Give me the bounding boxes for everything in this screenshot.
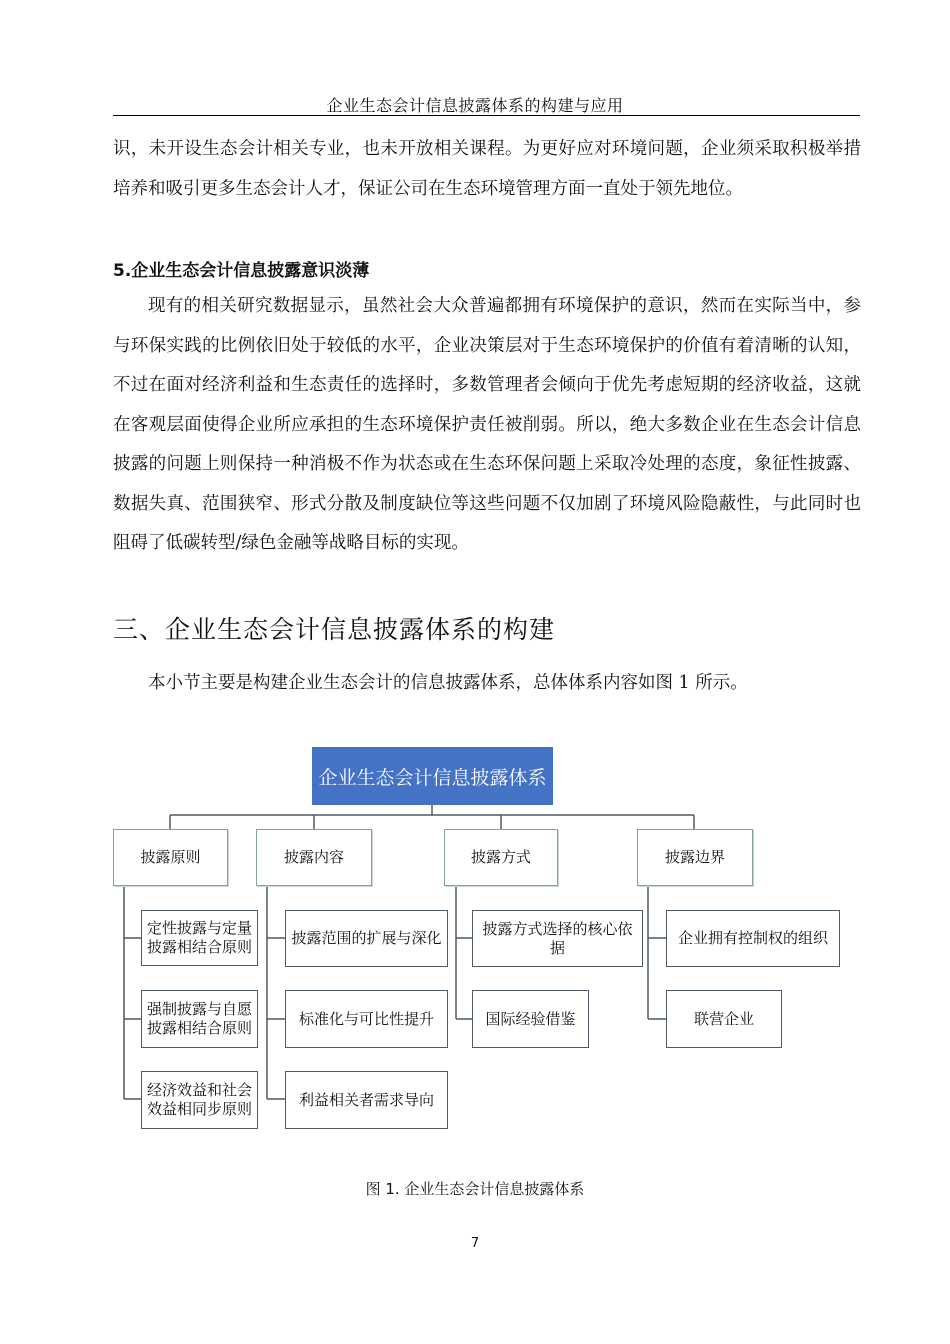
figure-caption: 图 1. 企业生态会计信息披露体系 bbox=[365, 1180, 585, 1198]
content-item: 利益相关者需求导向 bbox=[285, 1071, 448, 1129]
content-item: 标准化与可比性提升 bbox=[285, 990, 448, 1048]
principle-item: 定性披露与定量披露相结合原则 bbox=[141, 910, 258, 966]
principle-item: 经济效益和社会效益相同步原则 bbox=[141, 1071, 258, 1129]
principle-item: 强制披露与自愿披露相结合原则 bbox=[141, 990, 258, 1048]
diagram-root-node: 企业生态会计信息披露体系 bbox=[312, 747, 553, 805]
paragraph-3: 本小节主要是构建企业生态会计的信息披露体系，总体体系内容如图 1 所示。 bbox=[148, 673, 748, 693]
boundary-item: 企业拥有控制权的组织 bbox=[666, 910, 840, 967]
paragraph-2: 现有的相关研究数据显示，虽然社会大众普遍都拥有环境保护的意识，然而在实际当中，参与环保实践的比例依旧处于较低的水平，企业决策层对于生态环境保护的价值有着清晰的认知，不过在面对经济利益和生态责任的选择时，多数管理者会倾向于优先考虑短期的经济收益，这就在客观层面使得企业所应承担的生态环境保护责任被削弱。所以，绝大多数企业在生态会计信息披露的问题上则保持一种消极不作为状态或在生态环保问题上采取冷处理的态度，象征性披露、数据失真、范围狭窄、形式分散及制度缺位等这些问题不仅加剧了环境风险隐蔽性，与此同时也阻碍了低碳转型/绿色金融等战略目标的实现。 bbox=[113, 296, 861, 553]
category-method: 披露方式 bbox=[444, 829, 558, 886]
category-content: 披露内容 bbox=[256, 829, 372, 886]
content-item: 披露范围的扩展与深化 bbox=[285, 910, 448, 967]
page-number: 7 bbox=[470, 1236, 480, 1251]
method-item: 披露方式选择的核心依据 bbox=[472, 910, 643, 967]
paragraph-1: 识，未开设生态会计相关专业，也未开放相关课程。为更好应对环境问题，企业须采取积极举措培养和吸引更多生态会计人才，保证公司在生态环境管理方面一直处于领先地位。 bbox=[113, 139, 861, 199]
method-item: 国际经验借鉴 bbox=[472, 990, 589, 1048]
category-boundary: 披露边界 bbox=[637, 829, 753, 886]
boundary-item: 联营企业 bbox=[666, 990, 782, 1048]
section-title: 三、企业生态会计信息披露体系的构建 bbox=[113, 615, 556, 644]
category-principles: 披露原则 bbox=[113, 829, 228, 886]
subheading-5: 5.企业生态会计信息披露意识淡薄 bbox=[113, 261, 370, 281]
running-header: 企业生态会计信息披露体系的构建与应用 bbox=[326, 96, 624, 115]
